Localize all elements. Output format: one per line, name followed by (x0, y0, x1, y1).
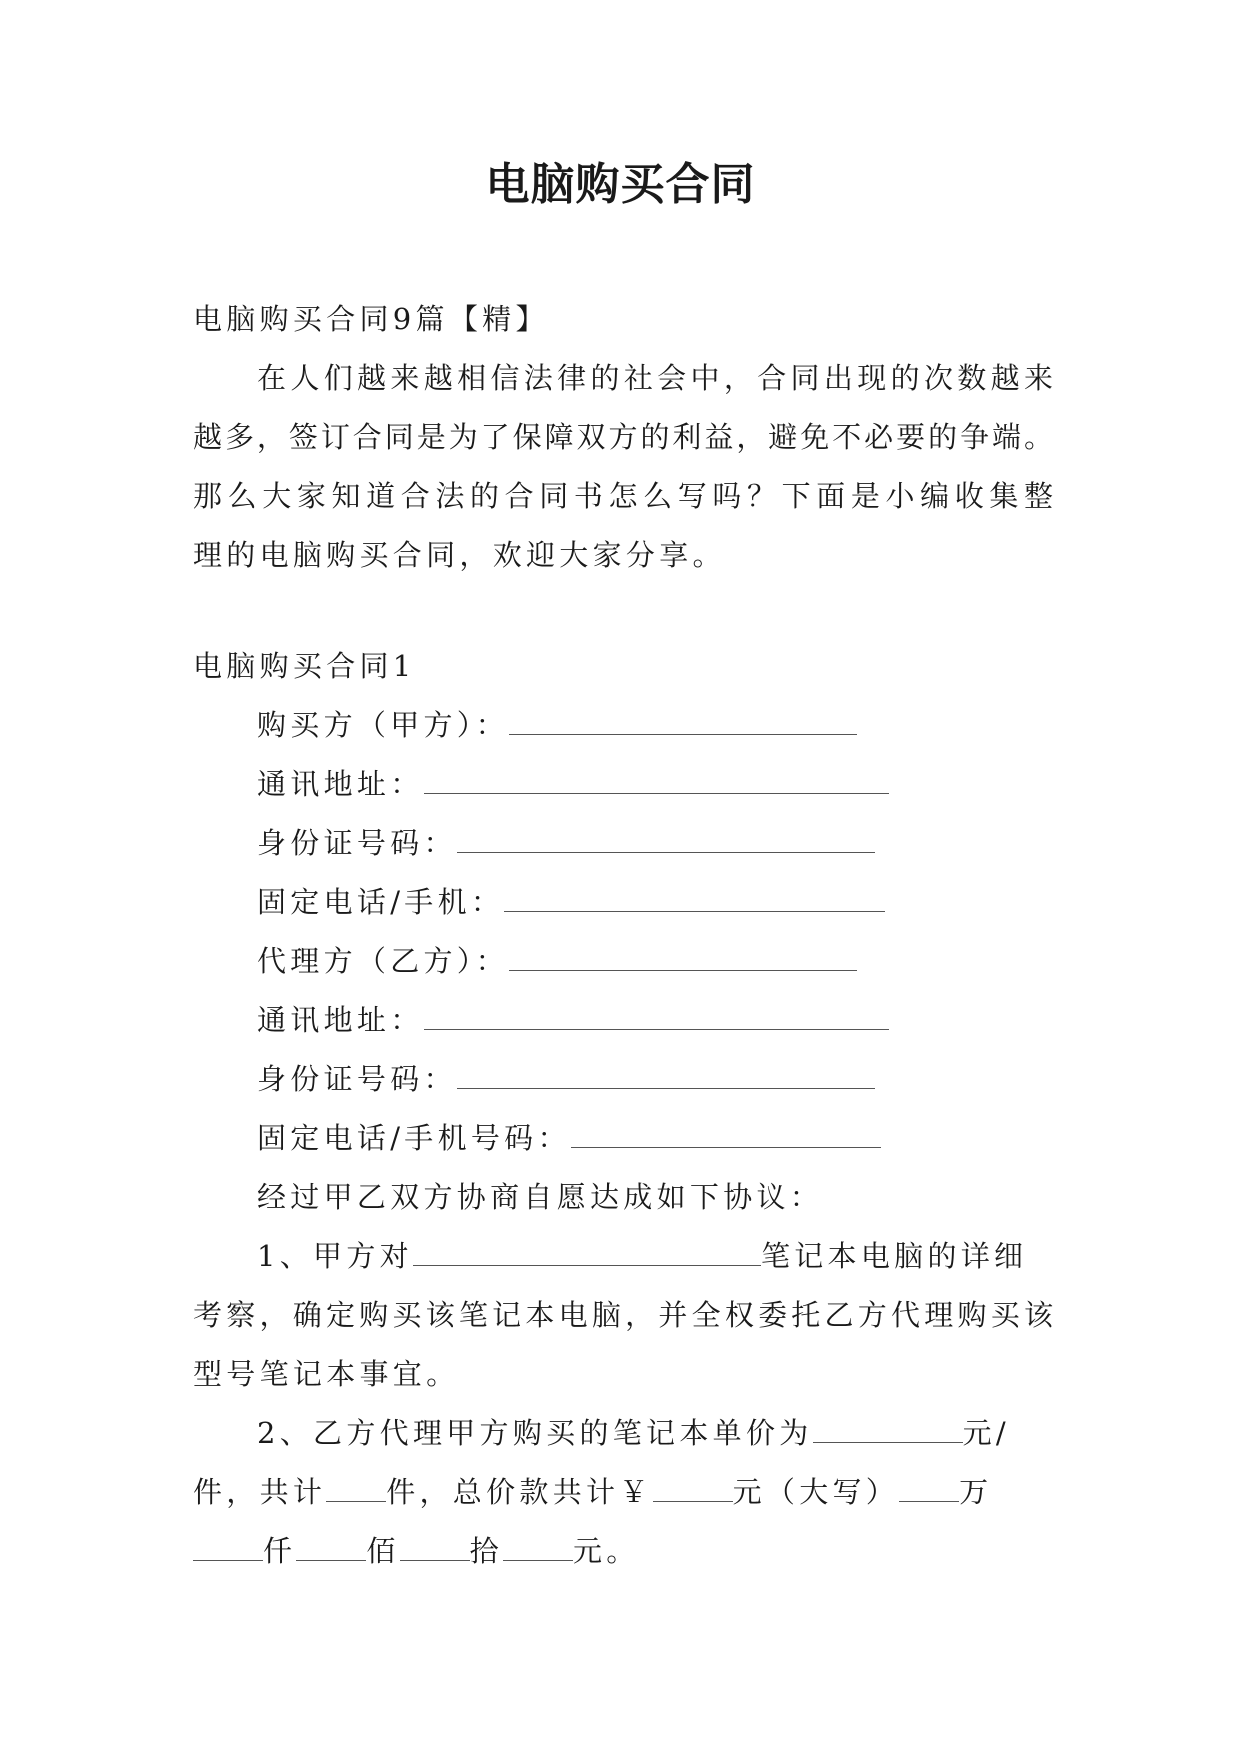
intro-line-3: 那么大家知道合法的合同书怎么写吗？下面是小编收集整 (193, 479, 1053, 513)
field-label: 身份证号码： (257, 1062, 457, 1096)
section-heading: 电脑购买合同1 (193, 649, 416, 683)
fill-blank (326, 1479, 386, 1502)
clause-1-line-1 (193, 1227, 1053, 1286)
section-gap (193, 585, 1053, 637)
clause-text: 佰 (366, 1534, 400, 1568)
field-buyer-id (193, 814, 1053, 873)
clause-2-line-3 (193, 1522, 1053, 1581)
fill-blank (813, 1420, 963, 1443)
field-buyer (193, 696, 1053, 755)
fill-blank (193, 1538, 263, 1561)
field-agent-id (193, 1050, 1053, 1109)
field-agent-phone (193, 1109, 1053, 1168)
clause-2-line-2 (193, 1463, 1053, 1522)
clause-text: 元（大写） (732, 1475, 900, 1509)
document-subtitle: 电脑购买合同9篇【精】 (193, 302, 549, 336)
clause-1-line-2: 考察，确定购买该笔记本电脑，并全权委托乙方代理购买该 (193, 1298, 1053, 1332)
fill-blank (457, 1066, 875, 1089)
clause-text: 笔记本电脑的详细 (760, 1239, 1028, 1273)
field-label: 身份证号码： (257, 826, 457, 860)
clause-text: 2、乙方代理甲方购买的笔记本单价为 (257, 1416, 813, 1450)
clause-text: 拾 (469, 1534, 503, 1568)
fill-blank (424, 1007, 889, 1030)
field-label: 代理方（乙方）： (257, 944, 509, 978)
fill-blank (653, 1479, 733, 1502)
fill-blank (509, 948, 857, 971)
agreement-intro: 经过甲乙双方协商自愿达成如下协议： (257, 1180, 824, 1214)
field-label: 购买方（甲方）： (257, 708, 509, 742)
clause-text: 1、甲方对 (257, 1239, 413, 1273)
field-label: 固定电话/手机号码： (257, 1121, 571, 1155)
document-body (193, 290, 1053, 1581)
clause-text: 件，总价款共计￥ (386, 1475, 653, 1509)
intro-line-2: 越多，签订合同是为了保障双方的利益，避免不必要的争端。 (193, 420, 1053, 454)
clause-text: 仟 (263, 1534, 297, 1568)
intro-line-4: 理的电脑购买合同，欢迎大家分享。 (193, 538, 726, 572)
fill-blank (296, 1538, 366, 1561)
fill-blank (899, 1479, 959, 1502)
fill-blank (424, 771, 889, 794)
field-buyer-phone (193, 873, 1053, 932)
fill-blank (504, 889, 885, 912)
field-agent (193, 932, 1053, 991)
fill-blank (503, 1538, 573, 1561)
clause-text: 元。 (572, 1534, 640, 1568)
field-label: 通讯地址： (257, 767, 424, 801)
intro-line-1: 在人们越来越相信法律的社会中，合同出现的次数越来 (257, 361, 1053, 395)
field-agent-address (193, 991, 1053, 1050)
clause-2-line-1 (193, 1404, 1053, 1463)
fill-blank (413, 1243, 761, 1266)
clause-1-line-3: 型号笔记本事宜。 (193, 1357, 460, 1391)
fill-blank (400, 1538, 470, 1561)
fill-blank (571, 1125, 881, 1148)
fill-blank (457, 830, 875, 853)
field-label: 固定电话/手机： (257, 885, 505, 919)
field-label: 通讯地址： (257, 1003, 424, 1037)
clause-text: 万 (959, 1475, 993, 1509)
clause-text: 元/ (962, 1416, 1010, 1450)
fill-blank (509, 712, 857, 735)
clause-text: 件，共计 (193, 1475, 327, 1509)
field-buyer-address (193, 755, 1053, 814)
document-title: 电脑购买合同 (485, 159, 756, 210)
